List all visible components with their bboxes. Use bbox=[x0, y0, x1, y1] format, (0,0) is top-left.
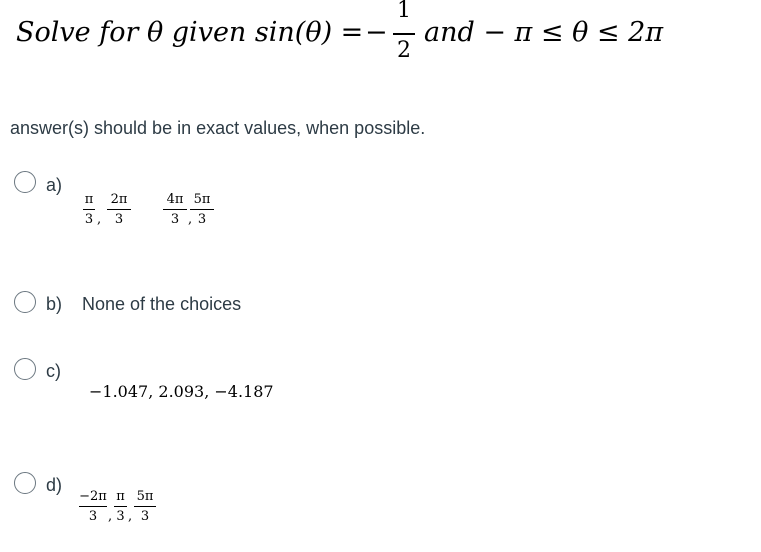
fraction-bar bbox=[83, 209, 95, 210]
separator-comma: , bbox=[188, 212, 193, 227]
option-d-fraction-1 bbox=[79, 489, 107, 524]
option-d-fraction-2 bbox=[114, 489, 127, 524]
fraction-numerator: π bbox=[84, 192, 94, 207]
question-prefix: Solve for θ given sin(θ) = bbox=[16, 17, 364, 48]
fraction-bar bbox=[79, 506, 107, 507]
separator-comma: , bbox=[128, 509, 133, 524]
fraction-numerator: π bbox=[116, 489, 125, 504]
fraction-numerator: 4π bbox=[166, 192, 184, 207]
option-b-radio[interactable] bbox=[14, 291, 36, 313]
option-d-fraction-3 bbox=[134, 489, 156, 524]
option-c-values: −1.047, 2.093, −4.187 bbox=[89, 382, 274, 401]
fraction-bar bbox=[393, 33, 415, 35]
fraction-bar bbox=[107, 209, 131, 210]
fraction-numerator: −2π bbox=[79, 489, 107, 504]
question-text bbox=[16, 0, 761, 70]
option-a-fraction-2 bbox=[107, 192, 131, 227]
option-b-letter: b) bbox=[46, 294, 63, 314]
option-c-radio[interactable] bbox=[14, 358, 36, 380]
option-a-fraction-4 bbox=[190, 192, 214, 227]
fraction-numerator: 2π bbox=[110, 192, 128, 207]
question-condition: and − π ≤ θ ≤ 2π bbox=[424, 17, 664, 48]
option-a-radio[interactable] bbox=[14, 171, 36, 193]
separator-comma: , bbox=[108, 509, 113, 524]
fraction-numerator: 5π bbox=[136, 489, 154, 504]
fraction-bar bbox=[163, 209, 187, 210]
fraction-denominator: 3 bbox=[170, 212, 180, 228]
instruction-text: answer(s) should be in exact values, when possible. bbox=[10, 118, 426, 138]
option-d-letter: d) bbox=[46, 475, 63, 495]
fraction-denominator: 3 bbox=[116, 509, 125, 525]
minus-sign: − bbox=[365, 17, 388, 48]
fraction-denominator: 2 bbox=[397, 38, 411, 63]
option-a-fraction-3 bbox=[163, 192, 187, 227]
option-b-text: None of the choices bbox=[82, 294, 242, 314]
option-d-radio[interactable] bbox=[14, 472, 36, 494]
fraction-numerator: 1 bbox=[397, 0, 411, 23]
fraction-bar bbox=[190, 209, 214, 210]
fraction-denominator: 3 bbox=[114, 212, 124, 228]
fraction-denominator: 3 bbox=[88, 509, 98, 525]
fraction-denominator: 3 bbox=[197, 212, 207, 228]
option-a-fraction-1 bbox=[83, 192, 95, 227]
option-c-letter: c) bbox=[46, 361, 61, 381]
fraction-bar bbox=[134, 506, 156, 507]
option-a-letter: a) bbox=[46, 175, 63, 195]
separator-comma: , bbox=[97, 212, 102, 227]
fraction-denominator: 3 bbox=[84, 212, 94, 228]
fraction-denominator: 3 bbox=[140, 509, 150, 525]
fraction-bar bbox=[114, 506, 127, 507]
fraction-numerator: 5π bbox=[193, 192, 211, 207]
